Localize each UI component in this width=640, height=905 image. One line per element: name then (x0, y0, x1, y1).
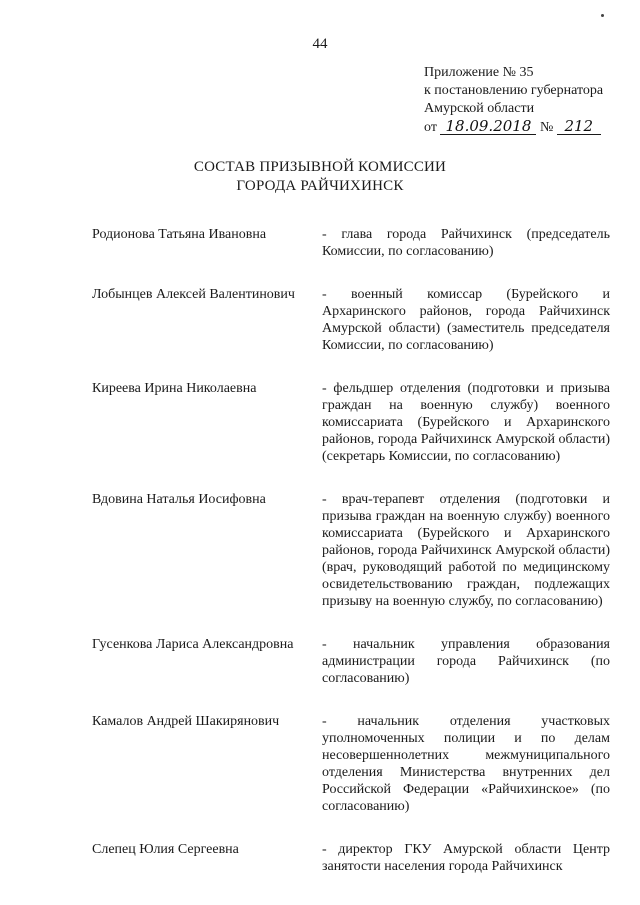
member-role: - директор ГКУ Амурской области Центр занятости населения города Райчихинск (322, 842, 610, 874)
document-title (0, 158, 640, 196)
member-row (92, 380, 610, 465)
member-role: - фельдшер отделения (подготовки и призыва граждан на военную службу) военного комиссариата (Бурейского и Архаринского районов, города Райчихинск Амурской области) (секретарь Комиссии, по согласованию) (322, 381, 610, 464)
member-name: Камалов Андрей Шакирянович (92, 714, 280, 729)
member-row (92, 491, 610, 610)
members-list (92, 226, 610, 875)
date-prefix: от (424, 120, 437, 135)
member-name: Киреева Ирина Николаевна (92, 381, 257, 396)
member-role: - врач-терапевт отделения (подготовки и призыва граждан на военную службу) военного комиссариата (Бурейского и Архаринского районов, города Райчихинск Амурской области) (врач, руководящий работой по медицинскому освидетельствованию граждан, подлежащих призыву на военную службу, по согласованию) (322, 492, 610, 609)
member-row (92, 636, 610, 687)
member-row (92, 841, 610, 875)
page-number: 44 (312, 36, 328, 52)
appendix-line-1: Приложение № 35 (424, 65, 534, 80)
appendix-block (424, 64, 624, 137)
member-name: Гусенкова Лариса Александровна (92, 637, 294, 652)
member-role: - начальник отделения участковых уполномоченных полиции и по делам несовершеннолетних межмуниципального отделения Министерства внутренних дел Российской Федерации «Райчихинское» (по согласованию) (322, 714, 610, 814)
handwritten-date: 18.09.2018 (440, 118, 536, 135)
member-role: - начальник управления образования администрации города Райчихинск (по согласованию) (322, 637, 610, 686)
member-row (92, 226, 610, 260)
handwritten-number: 212 (557, 118, 601, 135)
member-name: Слепец Юлия Сергеевна (92, 842, 239, 857)
member-row (92, 713, 610, 815)
member-name: Лобынцев Алексей Валентинович (92, 287, 295, 302)
appendix-line-3: Амурской области (424, 101, 535, 116)
member-row (92, 286, 610, 354)
title-line-2: ГОРОДА РАЙЧИХИНСК (236, 178, 404, 194)
appendix-line-2: к постановлению губернатора (424, 83, 604, 98)
member-role: - глава города Райчихинск (председатель Комиссии, по согласованию) (322, 227, 610, 259)
number-prefix: № (539, 120, 554, 135)
member-name: Вдовина Наталья Иосифовна (92, 492, 266, 507)
appendix-date-row (424, 118, 624, 137)
scan-speck (601, 14, 604, 17)
member-name: Родионова Татьяна Ивановна (92, 227, 267, 242)
member-role: - военный комиссар (Бурейского и Архаринского районов, города Райчихинск Амурской области) (заместитель председателя Комиссии, по согласованию) (322, 287, 610, 353)
title-line-1: СОСТАВ ПРИЗЫВНОЙ КОМИССИИ (193, 159, 447, 175)
